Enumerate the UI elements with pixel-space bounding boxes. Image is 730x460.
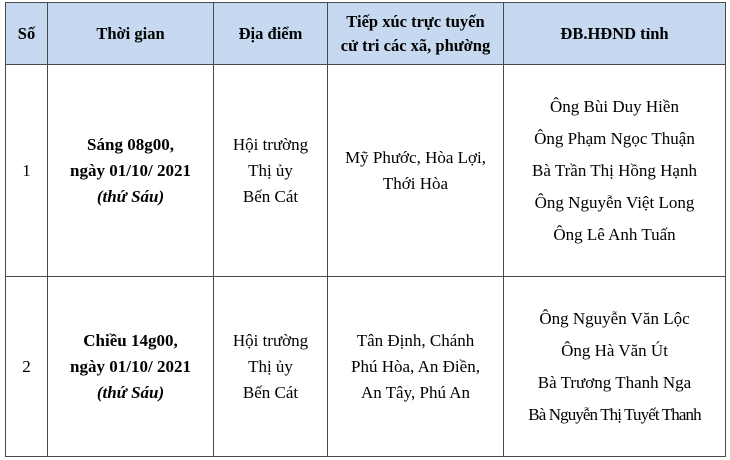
header-so: Số: [6, 3, 48, 65]
cell-members: [504, 65, 726, 277]
header-dbhdnd: ĐB.HĐND tỉnh: [504, 3, 726, 65]
cell-so: 1: [6, 65, 48, 277]
member-name: Bà Trần Thị Hồng Hạnh: [532, 160, 697, 180]
location-line: Bến Cát: [242, 186, 299, 206]
time-day: (thứ Sáu): [96, 382, 165, 402]
table-row: [6, 277, 726, 457]
wards-line: An Tây, Phú An: [360, 382, 471, 402]
header-thoi-gian: Thời gian: [48, 3, 214, 65]
header-tiep-xuc-line2: cử tri các xã, phường: [340, 35, 491, 55]
header-dia-diem: Địa điểm: [214, 3, 328, 65]
cell-so: 2: [6, 277, 48, 457]
cell-location: [214, 65, 328, 277]
wards-line: Phú Hòa, An Điền,: [351, 356, 480, 376]
time-line1: Sáng 08g00,: [87, 134, 174, 154]
wards-line: Tân Định, Chánh: [356, 330, 475, 350]
cell-time: [48, 65, 214, 277]
member-name: Bà Nguyễn Thị Tuyết Thanh: [528, 404, 701, 424]
cell-wards: [328, 65, 504, 277]
time-line1: Chiều 14g00,: [83, 330, 178, 350]
cell-time: [48, 277, 214, 457]
time-line2: ngày 01/10/ 2021: [70, 160, 191, 180]
member-name: Ông Phạm Ngọc Thuận: [534, 128, 695, 148]
member-name: Ông Hà Văn Út: [561, 340, 668, 360]
time-day: (thứ Sáu): [96, 186, 165, 206]
time-line2: ngày 01/10/ 2021: [70, 356, 191, 376]
wards-line: Mỹ Phước, Hòa Lợi,: [345, 147, 486, 167]
member-name: Bà Trương Thanh Nga: [537, 372, 692, 392]
cell-members: [504, 277, 726, 457]
cell-location: [214, 277, 328, 457]
table-row: [6, 65, 726, 277]
cell-wards: [328, 277, 504, 457]
location-line: Hội trường: [232, 134, 309, 154]
member-name: Ông Bùi Duy Hiền: [550, 96, 679, 116]
location-line: Thị ủy: [248, 356, 293, 376]
wards-line: Thới Hòa: [382, 173, 449, 193]
header-row: [6, 3, 726, 65]
location-line: Hội trường: [232, 330, 309, 350]
location-line: Thị ủy: [248, 160, 293, 180]
member-name: Ông Nguyễn Văn Lộc: [539, 308, 690, 328]
header-tiep-xuc: [328, 3, 504, 65]
schedule-table: [5, 2, 726, 457]
location-line: Bến Cát: [242, 382, 299, 402]
member-name: Ông Lê Anh Tuấn: [553, 224, 676, 244]
member-name: Ông Nguyễn Việt Long: [534, 192, 695, 212]
header-tiep-xuc-line1: Tiếp xúc trực tuyến: [346, 11, 485, 31]
